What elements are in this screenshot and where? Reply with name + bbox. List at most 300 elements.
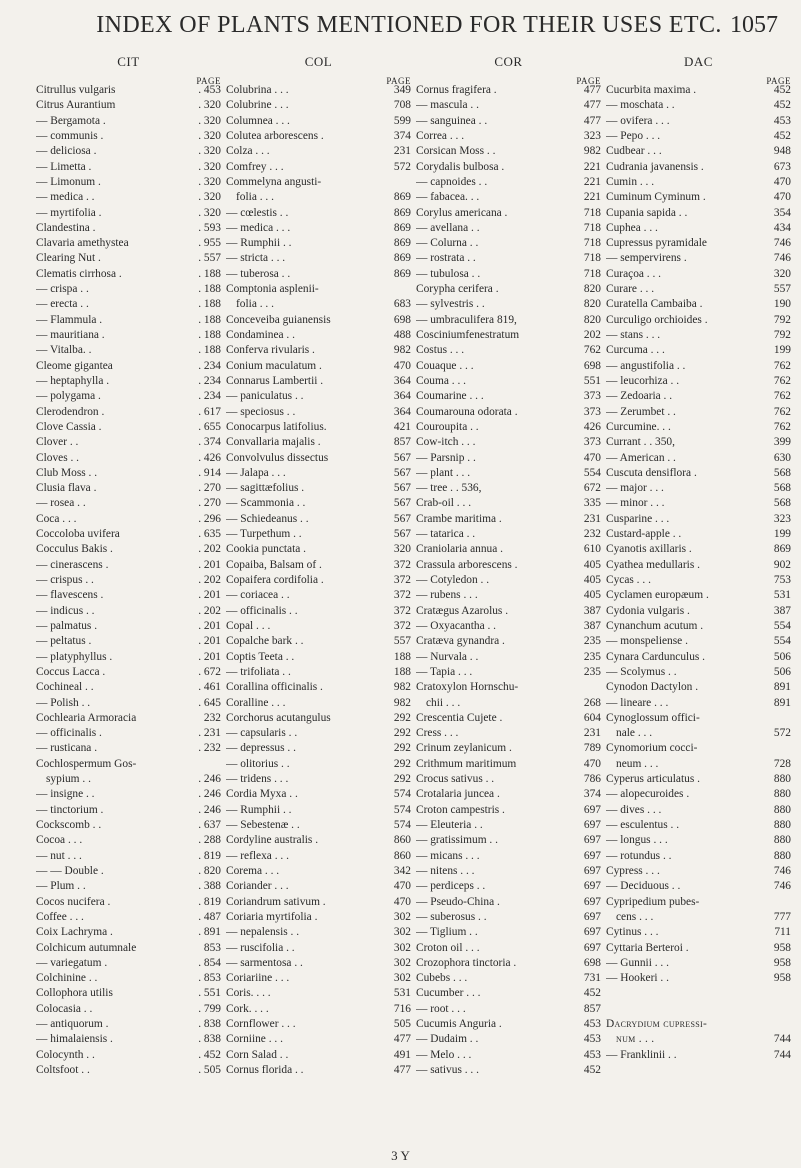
index-entry (606, 98, 791, 113)
index-entry (36, 1017, 221, 1032)
index-entry (416, 573, 601, 588)
index-entry (226, 726, 411, 741)
index-entry (226, 650, 411, 665)
index-entry (36, 374, 221, 389)
entry-name: — fabacea. . . (416, 191, 480, 204)
index-entry (226, 313, 411, 328)
entry-name: — avellana . . (416, 221, 480, 234)
entry-name: Cleome gigantea (36, 359, 113, 372)
index-entry (606, 83, 791, 98)
index-entry (606, 680, 791, 695)
entry-name: Cratæva gynandra . (416, 635, 505, 648)
entry-page: . 914 (198, 466, 221, 479)
index-entry (226, 144, 411, 159)
entry-page: . 188 (198, 344, 221, 357)
index-entry (416, 542, 601, 557)
index-entry (606, 435, 791, 450)
entry-page: 477 (583, 99, 601, 112)
entry-page: 568 (773, 497, 791, 510)
entry-page: 387 (773, 604, 791, 617)
index-entry (226, 359, 411, 374)
index-column-2 (226, 54, 411, 1144)
entry-page: 372 (393, 589, 411, 602)
index-entry (416, 466, 601, 481)
entry-page: 857 (583, 1002, 601, 1015)
entry-page: 948 (773, 145, 791, 158)
index-entry (606, 1032, 791, 1047)
entry-name: Crithmum maritimum (416, 757, 517, 770)
entry-page: 762 (773, 420, 791, 433)
entry-name: — depressus . . (226, 742, 296, 755)
entry-name: — ruscifolia . . (226, 941, 295, 954)
entry-name: Coltsfoot . . (36, 1064, 90, 1076)
entry-name: — sarmentosa . . (226, 956, 303, 969)
entry-page: 697 (583, 941, 601, 954)
index-entry (226, 466, 411, 481)
entry-name: Convallaria majalis . (226, 436, 321, 449)
entry-page: . 799 (198, 1002, 221, 1015)
index-entries (36, 83, 221, 1078)
entry-name: — Bergamota . (36, 114, 106, 127)
entry-name: — communis . (36, 129, 104, 142)
entry-name: Cornflower . . . (226, 1018, 296, 1031)
entry-page: 762 (773, 374, 791, 387)
index-entry (416, 359, 601, 374)
entry-name: — nepalensis . . (226, 926, 300, 939)
entry-page: 698 (583, 956, 601, 969)
index-entry (226, 389, 411, 404)
entry-page: 202 (583, 329, 601, 341)
entry-name: Coix Lachryma . (36, 926, 113, 939)
entry-name: Colubrina . . . (226, 84, 289, 96)
index-entries (226, 83, 411, 1078)
entry-name: Cuphea . . . (606, 221, 658, 234)
entry-name: Cornus fragifera . (416, 84, 497, 96)
entry-name: — officinalis . (36, 727, 102, 740)
entry-page: 221 (583, 191, 601, 204)
index-entry (606, 236, 791, 251)
index-entry (416, 711, 601, 726)
entry-page: 568 (773, 466, 791, 479)
entry-page: 453 (583, 1048, 601, 1061)
entry-page: . 838 (198, 1018, 221, 1031)
entry-name: Copaiba, Balsam of . (226, 558, 322, 571)
entry-page: 880 (773, 803, 791, 816)
entry-page: 421 (393, 420, 411, 433)
index-entry (606, 956, 791, 971)
index-entry (226, 741, 411, 756)
entry-name: — variegatum . (36, 956, 108, 969)
entry-page: 551 (583, 374, 601, 387)
index-entry (36, 83, 221, 98)
entry-page: 718 (583, 267, 601, 280)
index-entry (416, 1063, 601, 1078)
entry-page: . 320 (198, 99, 221, 112)
entry-name: — Limetta . (36, 160, 92, 173)
entry-page: 820 (583, 298, 601, 311)
entry-page: 744 (773, 1048, 791, 1061)
entry-name: Coptis Teeta . . (226, 650, 295, 663)
index-entry (606, 895, 791, 910)
entry-name: Conium maculatum . (226, 359, 322, 372)
entry-name: — esculentus . . (606, 819, 680, 831)
entry-page: 477 (583, 114, 601, 127)
entry-name: — antiquorum . (36, 1018, 109, 1031)
entry-page: 869 (773, 543, 791, 556)
entry-page: 506 (773, 665, 791, 678)
entry-name: Cynanchum acutum . (606, 619, 704, 632)
index-entry (226, 573, 411, 588)
index-entry (36, 849, 221, 864)
entry-page: 697 (583, 895, 601, 908)
index-entry (416, 206, 601, 221)
entry-name: Coccoloba uvifera (36, 528, 120, 541)
entry-name: — crispus . . (36, 574, 94, 586)
entry-name: Cochineal . . (36, 681, 94, 694)
index-entry (416, 251, 601, 266)
index-entry (226, 481, 411, 496)
page-column-header: PAGE (766, 76, 791, 86)
entry-name: Colocasia . . (36, 1002, 93, 1015)
index-entry (226, 588, 411, 603)
entry-name: Coris. . . . (226, 987, 271, 1000)
index-entry (416, 864, 601, 879)
index-entry (416, 604, 601, 619)
entry-page: 342 (393, 864, 411, 877)
entry-page: 506 (773, 650, 791, 663)
entry-page: 860 (393, 834, 411, 847)
entry-page: 567 (393, 482, 411, 495)
entry-name: Cucumis Anguria . (416, 1018, 502, 1031)
entry-name: Cynodon Dactylon . (606, 681, 699, 694)
entry-page: 746 (773, 237, 791, 250)
entry-page: . 819 (198, 849, 221, 862)
index-entry (36, 696, 221, 711)
index-entry (36, 267, 221, 282)
entry-name: Currant . . 350, (606, 436, 675, 449)
entry-name: — palmatus . (36, 619, 98, 632)
entry-name: — Cotyledon . . (416, 574, 490, 586)
index-entry (226, 787, 411, 802)
entry-page: 630 (773, 451, 791, 464)
index-entry (36, 481, 221, 496)
entry-name: Curcuma . . . (606, 344, 665, 357)
entry-name: — leucorhiza . . (606, 374, 680, 387)
index-entry (36, 925, 221, 940)
entry-name: Cynara Cardunculus . (606, 650, 706, 663)
entry-name: Dacrydium cupressi- (606, 1018, 708, 1031)
entry-page: 235 (583, 650, 601, 663)
entry-page: 199 (773, 528, 791, 541)
index-entry (416, 619, 601, 634)
index-entry (36, 190, 221, 205)
entry-name: Crotalaria juncea . (416, 788, 500, 801)
entry-page: 880 (773, 773, 791, 786)
entry-name: Clove Cassia . (36, 420, 102, 433)
entry-name: Coriandrum sativum . (226, 895, 326, 908)
entry-page: 869 (393, 206, 411, 219)
entry-name: — perdiceps . . (416, 880, 486, 893)
entry-name: — sativus . . . (416, 1064, 479, 1076)
entry-name: — major . . . (606, 482, 664, 495)
entry-page: 697 (583, 834, 601, 847)
index-entry (606, 496, 791, 511)
entry-name: Cucumber . . . (416, 987, 481, 1000)
index-entry (416, 144, 601, 159)
index-entry (36, 1032, 221, 1047)
entry-page: 572 (393, 160, 411, 173)
entry-name: Cratægus Azarolus . (416, 604, 509, 617)
entry-page: 235 (583, 665, 601, 678)
column-guide-word: CIT (117, 54, 140, 69)
entry-name: Coumarine . . . (416, 390, 484, 403)
entry-name: — tatarica . . (416, 528, 476, 541)
entry-page: 869 (393, 252, 411, 265)
index-entry (36, 527, 221, 542)
entry-name: Conferva rivularis . (226, 344, 315, 357)
entry-name: Cornus florida . . (226, 1064, 304, 1076)
entry-page: 231 (583, 727, 601, 740)
entry-name: — myrtifolia . (36, 206, 102, 219)
entry-page: 531 (773, 589, 791, 602)
entry-page: 302 (393, 956, 411, 969)
entry-page: . 320 (198, 145, 221, 158)
entry-name: — deliciosa . (36, 145, 97, 158)
index-entry (416, 328, 601, 343)
entry-page: 718 (583, 252, 601, 265)
entry-page: . 854 (198, 956, 221, 969)
index-entry (36, 956, 221, 971)
index-entry (36, 206, 221, 221)
entry-name: Coralline . . . (226, 696, 286, 709)
entry-page: . 320 (198, 206, 221, 219)
entry-name: — sagittæfolius . (226, 482, 305, 495)
entry-page: 373 (583, 405, 601, 418)
entry-page: . 820 (198, 864, 221, 877)
entry-page: 880 (773, 849, 791, 862)
entry-name: — ovifera . . . (606, 114, 670, 127)
index-entry (606, 849, 791, 864)
page-title: INDEX OF PLANTS MENTIONED FOR THEIR USES ETC. (96, 12, 722, 38)
entry-name: folia . . . (236, 191, 274, 204)
entry-page: 698 (393, 313, 411, 326)
index-entry (36, 359, 221, 374)
entry-name: sypium . . (46, 773, 91, 786)
entry-name: Cyttaria Berteroi . (606, 941, 689, 954)
entry-page: . 853 (198, 972, 221, 985)
entry-name: Couroupita . . (416, 420, 479, 433)
entry-page: 746 (773, 252, 791, 265)
entry-page: 452 (773, 84, 791, 96)
index-entry (226, 711, 411, 726)
entry-name: Curatella Cambaiba . (606, 298, 703, 311)
index-entry (606, 282, 791, 297)
index-entry (606, 175, 791, 190)
entry-page: 708 (393, 99, 411, 112)
entry-page: 323 (773, 512, 791, 525)
index-entry (226, 879, 411, 894)
entry-page: 567 (393, 466, 411, 479)
index-entry (226, 696, 411, 711)
entry-page: 488 (393, 329, 411, 341)
entry-page: 567 (393, 528, 411, 541)
index-entry (36, 496, 221, 511)
index-entries (416, 83, 601, 1078)
index-entry (606, 558, 791, 573)
entry-name: Clandestina . (36, 221, 96, 234)
index-entry (606, 772, 791, 787)
index-entry (36, 619, 221, 634)
entry-name: Curcumine. . . (606, 420, 671, 433)
entry-name: — Scammonia . . (226, 497, 306, 510)
entry-page: 711 (774, 926, 791, 939)
index-entry (36, 389, 221, 404)
entry-name: Cytinus . . . (606, 926, 659, 939)
entry-name: Cochlospermum Gos- (36, 757, 137, 770)
index-entry (416, 282, 601, 297)
entry-name: Condaminea . . (226, 329, 295, 341)
index-entry (36, 542, 221, 557)
index-column-4 (606, 54, 791, 1144)
entry-name: — rubens . . . (416, 589, 478, 602)
entry-name: — Dudaim . . (416, 1033, 479, 1046)
entry-name: Curare . . . (606, 283, 655, 296)
entry-name: — lineare . . . (606, 696, 669, 709)
blank-line (606, 986, 791, 1001)
index-entry (416, 190, 601, 205)
entry-name: Copaifera cordifolia . (226, 574, 324, 586)
entry-name: Cypress . . . (606, 864, 660, 877)
entry-name: Cratoxylon Hornschu- (416, 681, 519, 694)
index-entry (226, 680, 411, 695)
index-entry (36, 451, 221, 466)
entry-page: . 231 (198, 727, 221, 740)
entry-page: . 232 (198, 742, 221, 755)
index-entry (226, 236, 411, 251)
index-entry (226, 986, 411, 1001)
index-entry (416, 160, 601, 175)
entry-page: . 201 (198, 650, 221, 663)
index-entry (226, 129, 411, 144)
entry-page: 697 (583, 910, 601, 923)
index-entry (226, 1017, 411, 1032)
index-entry (36, 1002, 221, 1017)
entry-page: 891 (773, 696, 791, 709)
entry-page: 697 (583, 819, 601, 831)
entry-name: Coumarouna odorata . (416, 405, 518, 418)
entry-page: 718 (583, 206, 601, 219)
index-entry (416, 1002, 601, 1017)
entry-page: 323 (583, 129, 601, 142)
page-column-header: PAGE (196, 76, 221, 86)
entry-page: . 505 (198, 1064, 221, 1076)
entry-page: 470 (773, 191, 791, 204)
entry-page: 199 (773, 344, 791, 357)
index-entry (36, 282, 221, 297)
entry-page: 762 (773, 359, 791, 372)
entry-page: 364 (393, 374, 411, 387)
entry-page: . 246 (198, 803, 221, 816)
entry-name: — monspeliense . (606, 635, 688, 648)
entry-name: — olitorius . . (226, 757, 290, 770)
index-entry (416, 389, 601, 404)
entry-page: 320 (393, 543, 411, 556)
entry-page: . 188 (198, 329, 221, 341)
entry-name: — nut . . . (36, 849, 82, 862)
index-entry (36, 144, 221, 159)
index-entry (36, 512, 221, 527)
entry-name: Coccus Lacca . (36, 665, 106, 678)
entry-page: 857 (393, 436, 411, 449)
entry-name: — sylvestris . . (416, 298, 485, 311)
entry-name: Cusparine . . . (606, 512, 670, 525)
entry-page: 982 (393, 344, 411, 357)
index-entry (416, 910, 601, 925)
index-entry (606, 634, 791, 649)
entry-page: 567 (393, 512, 411, 525)
entry-page: 231 (583, 512, 601, 525)
index-entry (226, 910, 411, 925)
entry-name: Comfrey . . . (226, 160, 284, 173)
index-entry (226, 98, 411, 113)
entry-page: . 891 (198, 926, 221, 939)
page-number: 1057 (730, 12, 778, 38)
page-column-header: PAGE (576, 76, 601, 86)
entry-page: . 201 (198, 589, 221, 602)
entry-page: 505 (393, 1018, 411, 1031)
entry-page: 599 (393, 114, 411, 127)
entry-name: — rotundus . . (606, 849, 672, 862)
index-entry (226, 175, 411, 190)
entry-page: 453 (583, 1033, 601, 1046)
index-entry (606, 542, 791, 557)
index-entry (416, 558, 601, 573)
entry-name: Couma . . . (416, 374, 466, 387)
entry-page: 891 (773, 681, 791, 694)
entry-name: Colocynth . . (36, 1048, 95, 1061)
signature-mark: 3 Y (391, 1148, 410, 1163)
entry-name: — Schiedeanus . . (226, 512, 309, 525)
entry-page: 231 (393, 145, 411, 158)
entry-name: Comptonia asplenii- (226, 283, 319, 296)
entry-name: — mascula . . (416, 99, 479, 112)
index-entry (606, 833, 791, 848)
index-entry (416, 971, 601, 986)
index-entry (416, 221, 601, 236)
entry-page: 477 (393, 1033, 411, 1046)
index-entry (36, 864, 221, 879)
entry-page: 792 (773, 329, 791, 341)
index-entry (226, 558, 411, 573)
index-entry (416, 741, 601, 756)
entry-name: Cupressus pyramidale (606, 237, 707, 250)
entry-page: 292 (393, 727, 411, 740)
entry-name: — heptaphylla . (36, 374, 110, 387)
entry-name: Coriander . . . (226, 880, 289, 893)
entry-page: 746 (773, 880, 791, 893)
entry-page: 902 (773, 558, 791, 571)
entry-page: 604 (583, 711, 601, 724)
index-entry (416, 772, 601, 787)
entry-name: — cœlestis . . (226, 206, 289, 219)
entry-name: Cordia Myxa . . (226, 788, 298, 801)
index-entry (606, 267, 791, 282)
index-entry (226, 451, 411, 466)
index-entry (226, 267, 411, 282)
entry-page: 292 (393, 773, 411, 786)
entry-name: Craniolaria annua . (416, 543, 503, 556)
index-entry (226, 757, 411, 772)
